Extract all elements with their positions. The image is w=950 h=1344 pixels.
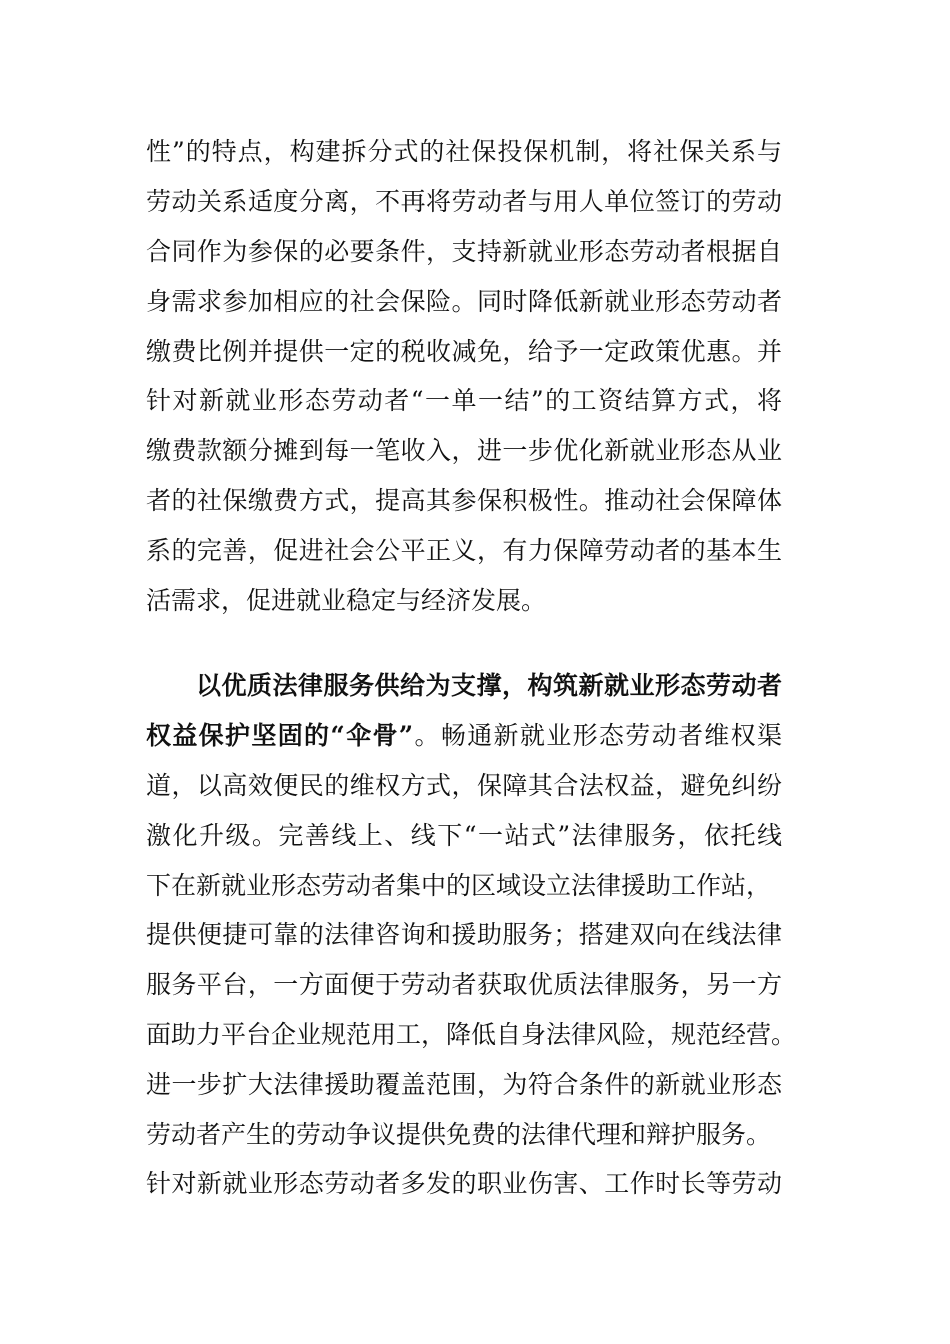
paragraph-2-heading-line-1: 以优质法律服务供给为支撑，构筑新就业形态劳动者 — [196, 671, 782, 700]
paragraph-1-line-7: 缴费款额分摊到每一笔收入，进一步优化新就业形态从业 — [146, 436, 782, 465]
paragraph-2-line-10: 劳动者产生的劳动争议提供免费的法律代理和辩护服务。 — [146, 1120, 772, 1149]
paragraph-2-line-11: 针对新就业形态劳动者多发的职业伤害、工作时长等劳动 — [146, 1169, 782, 1198]
paragraph-2-line-7: 服务平台，一方面便于劳动者获取优质法律服务，另一方 — [146, 970, 782, 999]
paragraph-1-line-8: 者的社保缴费方式，提高其参保积极性。推动社会保障体 — [146, 486, 782, 515]
paragraph-2-line-2-rest: 。畅通新就业形态劳动者维权渠 — [413, 721, 782, 750]
paragraph-2-line-3: 道，以高效便民的维权方式，保障其合法权益，避免纠纷 — [146, 771, 782, 800]
paragraph-1-line-2: 劳动关系适度分离，不再将劳动者与用人单位签订的劳动 — [146, 187, 782, 216]
paragraph-1-line-5: 缴费比例并提供一定的税收减免，给予一定政策优惠。并 — [146, 337, 782, 366]
paragraph-2-line-9: 进一步扩大法律援助覆盖范围，为符合条件的新就业形态 — [146, 1070, 782, 1099]
paragraph-2-line-2 — [146, 720, 782, 752]
paragraph-2-line-8: 面助力平台企业规范用工，降低自身法律风险，规范经营。 — [146, 1020, 797, 1049]
paragraph-1-line-3: 合同作为参保的必要条件，支持新就业形态劳动者根据自 — [146, 237, 782, 266]
paragraph-1-line-10: 活需求，促进就业稳定与经济发展。 — [146, 586, 547, 615]
paragraph-1-line-1: 性”的特点，构建拆分式的社保投保机制，将社保关系与 — [146, 137, 782, 166]
paragraph-2-heading-bold: 权益保护坚固的“伞骨” — [146, 721, 414, 750]
paragraph-2-line-5: 下在新就业形态劳动者集中的区域设立法律援助工作站， — [146, 871, 772, 900]
paragraph-1-line-9: 系的完善，促进社会公平正义，有力保障劳动者的基本生 — [146, 536, 782, 565]
paragraph-1-line-4: 身需求参加相应的社会保险。同时降低新就业形态劳动者 — [146, 287, 782, 316]
paragraph-2-line-4: 激化升级。完善线上、线下“一站式”法律服务，依托线 — [146, 821, 782, 850]
paragraph-2-line-6: 提供便捷可靠的法律咨询和援助服务；搭建双向在线法律 — [146, 920, 782, 949]
paragraph-1-line-6: 针对新就业形态劳动者“一单一结”的工资结算方式，将 — [146, 386, 782, 415]
